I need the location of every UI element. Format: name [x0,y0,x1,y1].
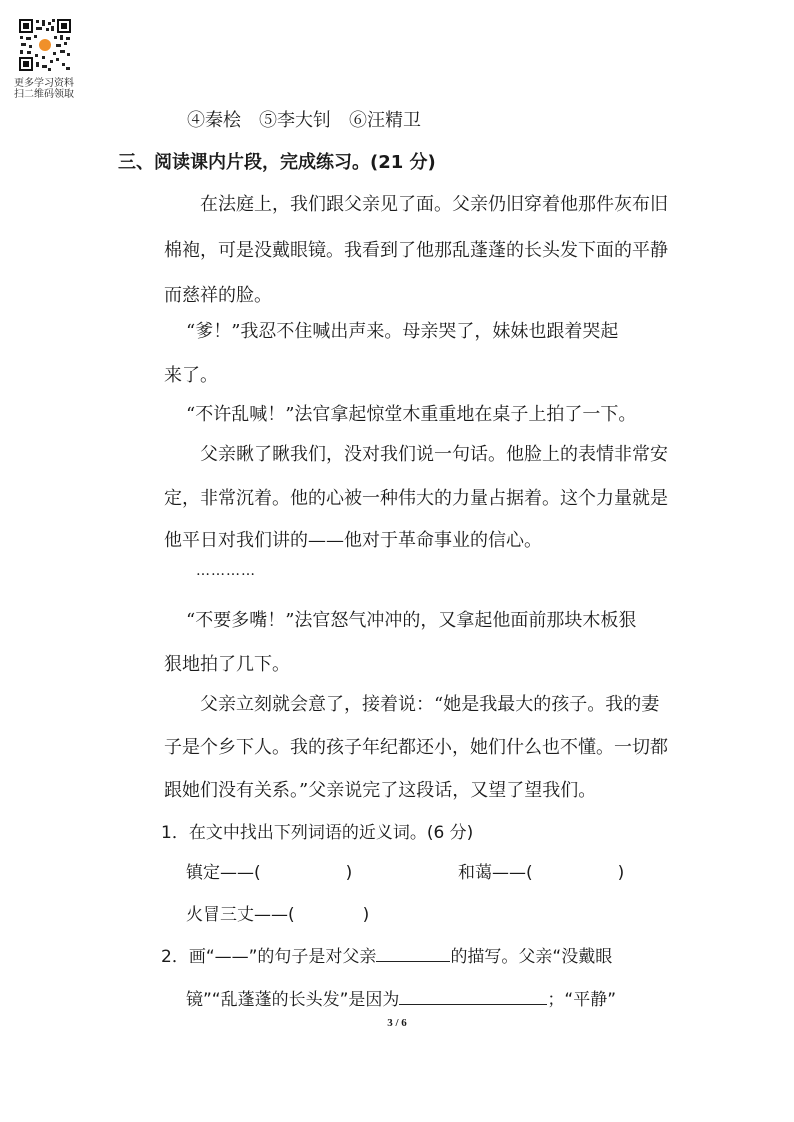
question-2-text: ；“平静” [547,990,617,1010]
passage-line: 定，非常沉着。他的心被一种伟大的力量占据着。这个力量就是 [164,488,668,509]
answer-blank[interactable] [376,943,450,962]
question-1-stem: 1．在文中找出下列词语的近义词。(6 分) [161,823,474,843]
qr-code [18,18,72,72]
question-2-text: 镜”“乱蓬蓬的长头发”是因为 [186,990,400,1010]
passage-line: 父亲瞅了瞅我们，没对我们说一句话。他脸上的表情非常安 [200,444,668,465]
passage-line: “不许乱喊！”法官拿起惊堂木重重地在桌子上拍了一下。 [186,404,637,425]
passage-line: 棉袍，可是没戴眼镜。我看到了他那乱蓬蓬的长头发下面的平静 [164,240,668,261]
passage-line: “不要多嘴！”法官怒气冲冲的，又拿起他面前那块木板狠 [186,610,637,631]
question-2-line-1 [161,942,612,967]
passage-line: “爹！”我忍不住喊出声来。母亲哭了，妹妹也跟着哭起 [186,321,619,342]
question-2-line-2 [186,985,616,1010]
section-heading: 三、阅读课内片段，完成练习。(21 分) [118,152,436,173]
passage-line: 狠地拍了几下。 [164,654,290,675]
passage-line: 跟她们没有关系。”父亲说完了这段话，又望了望我们。 [164,780,597,801]
qr-caption-line-1: 更多学习资料 [14,78,74,89]
question-1-item-heai: 和蔼——( ) [458,863,625,883]
question-2-text: 2．画“——”的句子是对父亲 [161,947,377,967]
ellipsis: ………… [196,563,256,579]
names-line: ④秦桧 ⑤李大钊 ⑥汪精卫 [187,110,421,131]
passage-line: 他平日对我们讲的——他对于革命事业的信心。 [164,530,542,551]
qr-caption-line-2: 扫二维码领取 [14,89,74,100]
passage-line: 来了。 [164,365,218,386]
question-2-text: 的描写。父亲“没戴眼 [450,947,613,967]
passage-line: 而慈祥的脸。 [164,285,272,306]
page-number: 3 / 6 [387,1017,407,1029]
question-1-item-huomaosanzhang: 火冒三丈——( ) [186,905,370,925]
passage-line: 子是个乡下人。我的孩子年纪都还小，她们什么也不懂。一切都 [164,737,668,758]
answer-blank[interactable] [399,986,547,1005]
passage-line: 在法庭上，我们跟父亲见了面。父亲仍旧穿着他那件灰布旧 [200,194,668,215]
passage-line: 父亲立刻就会意了，接着说：“她是我最大的孩子。我的妻 [200,694,660,715]
question-1-item-zhending: 镇定——( ) [186,863,353,883]
